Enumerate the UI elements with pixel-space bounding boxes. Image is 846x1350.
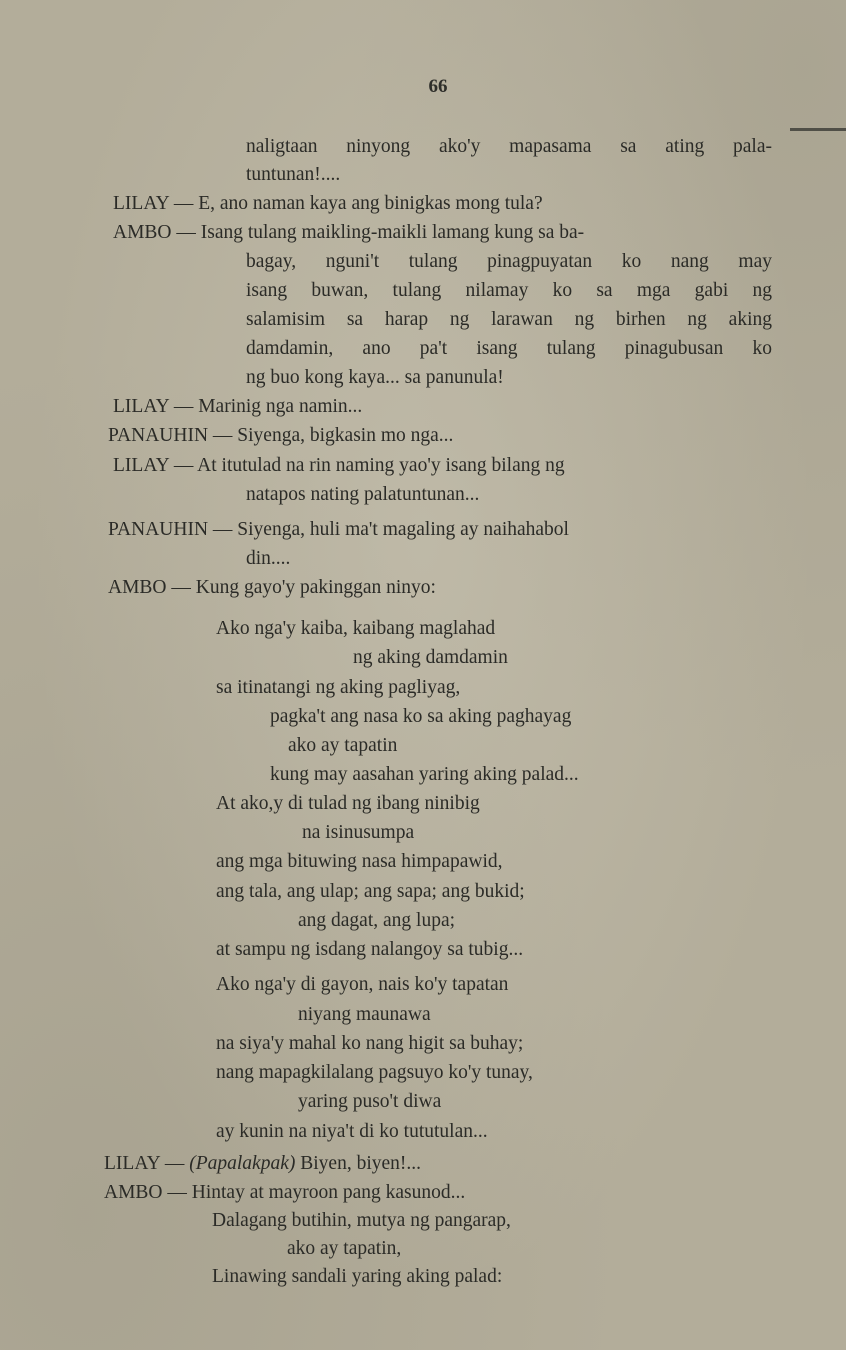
dialogue-line: [113, 395, 362, 419]
speaker-name: AMBO —: [113, 222, 196, 243]
speaker-name: AMBO —: [104, 1182, 187, 1203]
poem-line: ang tala, ang ulap; ang sapa; ang bukid;: [216, 881, 525, 902]
dialogue-line: [113, 192, 543, 216]
poem-line: kung may aasahan yaring aking palad...: [270, 764, 579, 785]
poem-line: na isinusumpa: [302, 822, 415, 843]
dialogue-line: din....: [246, 548, 291, 569]
poem-line: Linawing sandali yaring aking palad:: [212, 1266, 503, 1287]
speaker-name: AMBO —: [108, 577, 191, 598]
speaker-name: LILAY —: [113, 193, 194, 214]
speech-text: Hintay at mayroon pang kasunod...: [191, 1182, 466, 1203]
speaker-name: LILAY —: [113, 455, 194, 476]
poem-line: At ako,y di tulad ng ibang ninibig: [216, 793, 480, 814]
poem-line: sa itinatangi ng aking pagliyag,: [216, 677, 461, 698]
poem-line: ay kunin na niya't di ko tututulan...: [216, 1121, 488, 1142]
poem-line: niyang maunawa: [298, 1004, 431, 1025]
speech-text: E, ano naman kaya ang binigkas mong tula?: [198, 193, 543, 214]
dialogue-line: [108, 576, 436, 600]
speaker-name: PANAUHIN —: [108, 425, 233, 446]
poem-line: yaring puso't diwa: [298, 1091, 442, 1112]
poem-line: pagka't ang nasa ko sa aking paghayag: [270, 706, 572, 727]
speech-text: Kung gayo'y pakinggan ninyo:: [195, 577, 436, 598]
page-number: 66: [428, 76, 448, 97]
dialogue-line: bagay, nguni't tulang pinagpuyatan ko nang may: [246, 251, 772, 272]
speaker-name: PANAUHIN —: [108, 519, 233, 540]
speaker-name: LILAY —: [113, 396, 194, 417]
dialogue-line: natapos nating palatuntunan...: [246, 484, 480, 505]
poem-line: ako ay tapatin: [288, 735, 398, 756]
poem-line: at sampu ng isdang nalangoy sa tubig...: [216, 939, 524, 960]
speech-text: Isang tulang maikling-maikli lamang kung sa ba-: [200, 222, 585, 243]
dialogue-line: damdamin, ano pa't isang tulang pinagubusan ko: [246, 338, 772, 359]
stage-direction: (Papalakpak): [189, 1153, 296, 1174]
speech-text: Siyenga, bigkasin mo nga...: [237, 425, 454, 446]
speech-text: Marinig nga namin...: [198, 396, 363, 417]
speech-text: At itutulad na rin naming yao'y isang bilang ng: [197, 455, 565, 476]
dialogue-line: isang buwan, tulang nilamay ko sa mga gabi ng: [246, 280, 772, 301]
dialogue-line: [104, 1181, 465, 1205]
dialogue-line: ng buo kong kaya... sa panunula!: [246, 367, 504, 388]
edge-mark: [790, 128, 846, 131]
dialogue-line: [113, 221, 772, 245]
speech-text: Biyen, biyen!...: [300, 1153, 422, 1174]
dialogue-line: tuntunan!....: [246, 164, 341, 185]
speaker-name: LILAY —: [104, 1153, 185, 1174]
poem-line: ang dagat, ang lupa;: [298, 910, 456, 931]
dialogue-line: naligtaan ninyong ako'y mapasama sa ating pala-: [246, 136, 772, 157]
poem-line: Ako nga'y di gayon, nais ko'y tapatan: [216, 974, 509, 995]
dialogue-line: [104, 1152, 421, 1176]
poem-line: ng aking damdamin: [353, 647, 508, 668]
dialogue-line: salamisim sa harap ng larawan ng birhen ng aking: [246, 309, 772, 330]
poem-line: Dalagang butihin, mutya ng pangarap,: [212, 1210, 511, 1231]
poem-line: Ako nga'y kaiba, kaibang maglahad: [216, 618, 496, 639]
poem-line: ang mga bituwing nasa himpapawid,: [216, 851, 503, 872]
poem-line: ako ay tapatin,: [287, 1238, 402, 1259]
speech-text: Siyenga, huli ma't magaling ay naihahabol: [237, 519, 569, 540]
poem-line: nang mapagkilalang pagsuyo ko'y tunay,: [216, 1062, 533, 1083]
dialogue-line: [108, 424, 453, 448]
poem-line: na siya'y mahal ko nang higit sa buhay;: [216, 1033, 524, 1054]
dialogue-line: [108, 518, 569, 542]
dialogue-line: [113, 454, 772, 478]
